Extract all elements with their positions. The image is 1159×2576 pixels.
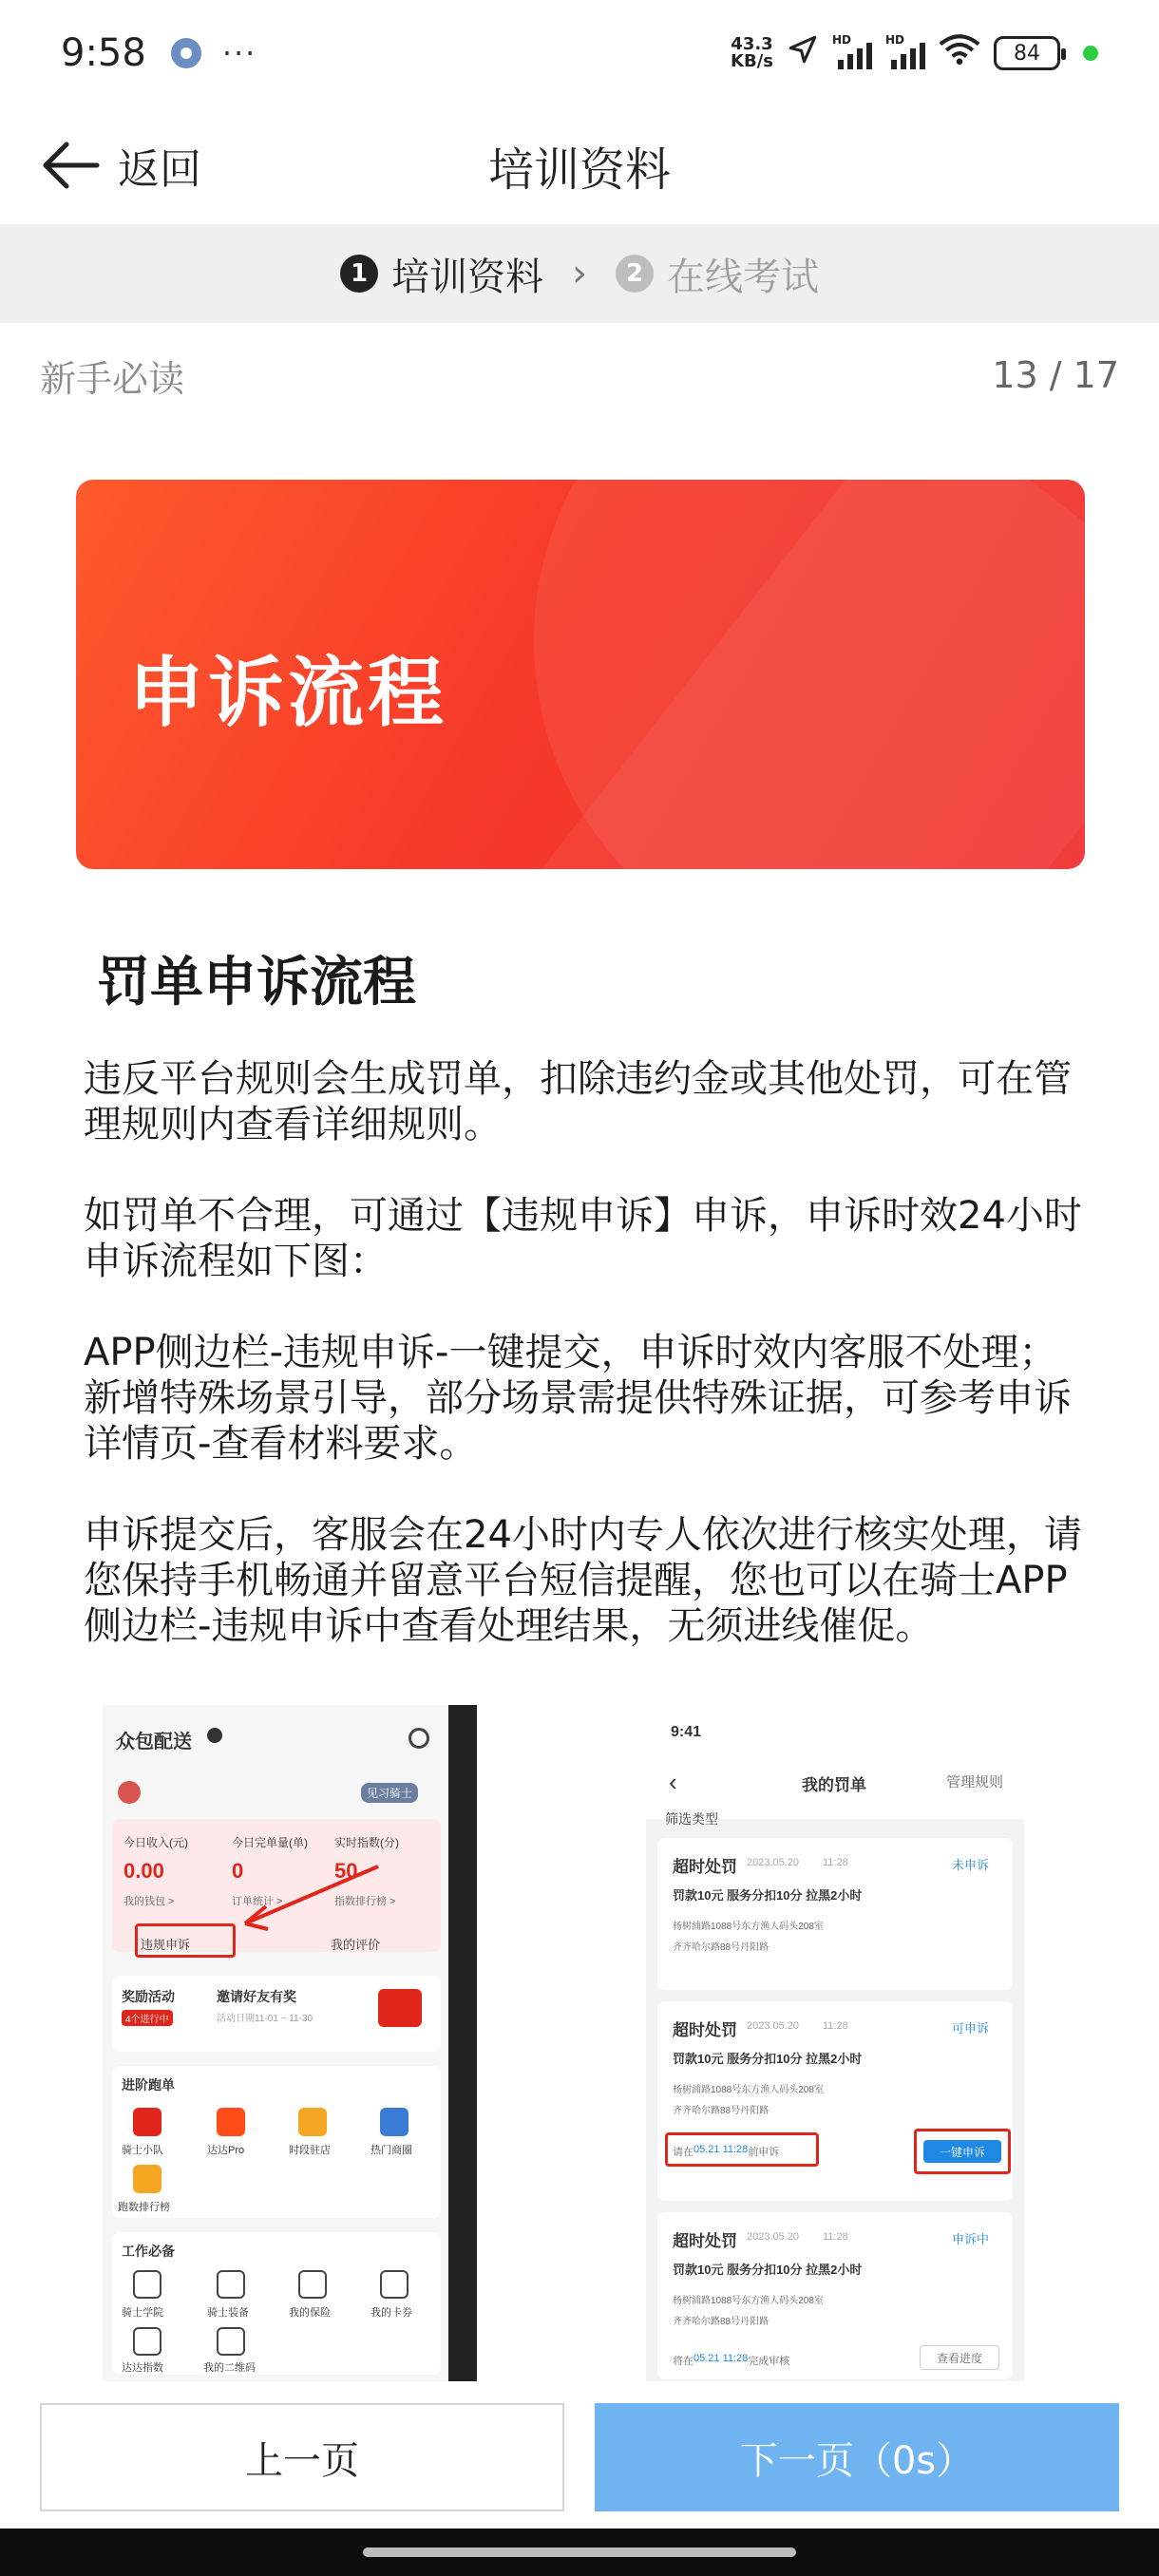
mini-rules-link: 管理规则 (946, 1774, 1004, 1790)
mini-tools-item: 我的二维码 (203, 2362, 256, 2374)
progress-stepper (0, 224, 1159, 323)
step-online-exam (616, 247, 819, 301)
mini-stat-sub: 指数排行榜 > (334, 1896, 396, 1907)
screenshot-app-sidebar (103, 1705, 477, 2381)
hd-label: HD (832, 33, 852, 47)
mini-tools-item: 达达指数 (122, 2362, 163, 2374)
mini-card-desc: 罚款10元 服务分扣10分 拉黑2小时 (673, 2263, 863, 2277)
mini-card-from: 杨树浦路1088号东方渔人码头208室 (673, 2296, 824, 2306)
mini-reward-title: 奖励活动 (122, 1989, 175, 2004)
mini-advance-title: 进阶跑单 (122, 2077, 175, 2093)
article-heading: 罚单申诉流程 (97, 952, 416, 1013)
article-paragraph: 如罚单不合理，可通过【违规申诉】申诉，申诉时效24小时申诉流程如下图： (84, 1194, 1082, 1283)
mini-tools-item: 骑士学院 (122, 2307, 163, 2319)
article-body (84, 1056, 1091, 1695)
article-paragraph: 申诉提交后，客服会在24小时内专人依次进行核实处理，请您保持手机畅通并留意平台短信提醒，您也可以在骑士APP侧边栏-违规申诉中查看处理结果，无须进线催促。 (84, 1513, 1082, 1648)
deadline-prefix: 将在 (673, 2356, 694, 2367)
wifi-icon (939, 33, 980, 73)
mini-advance-item: 热门商圈 (370, 2145, 412, 2156)
mini-card-title: 超时处罚 (673, 1858, 737, 1876)
step-number: 1 (340, 255, 378, 293)
previous-page-button[interactable]: 上一页 (40, 2403, 564, 2511)
mini-reward-sub: 4个进行中 (122, 2010, 173, 2026)
equipment-icon (217, 2270, 245, 2299)
mini-card-clock: 11:28 (823, 2231, 848, 2243)
mini-card-title: 超时处罚 (673, 2021, 737, 2039)
mini-card-status: 未申诉 (952, 1858, 990, 1872)
mini-appeal-button: 一键申诉 (923, 2140, 1001, 2163)
location-arrow-icon (787, 33, 819, 73)
mini-advance-card (112, 2066, 441, 2218)
mini-advance-item: 达达Pro (207, 2145, 245, 2156)
team-icon (133, 2108, 162, 2136)
mini-header-bg (646, 1705, 1024, 1819)
mini-stat-sub: 订单统计 > (232, 1896, 283, 1907)
mini-card-from: 杨树浦路1088号东方渔人码头208室 (673, 1922, 824, 1932)
mini-back-icon: ‹ (669, 1768, 677, 1796)
screenshot-my-penalties (646, 1705, 1024, 2381)
mini-tools-item: 我的卡券 (370, 2307, 412, 2319)
step-training-materials (340, 247, 543, 301)
back-button[interactable] (38, 127, 201, 203)
mini-tools-card (112, 2232, 441, 2375)
mini-stat-label: 今日收入(元) (124, 1836, 188, 1849)
mini-card-status: 可申诉 (952, 2021, 990, 2036)
battery-level: 84 (1014, 41, 1040, 66)
mini-card-date: 2023.05.20 (747, 2020, 800, 2032)
mini-activity-card (112, 1976, 441, 2052)
deadline-time: 05.21 11:28 (694, 2353, 749, 2364)
chevron-right-icon: › (572, 252, 587, 295)
highlight-box (135, 1923, 236, 1958)
mini-penalty-card (657, 1838, 1013, 1990)
navigation-bar (0, 106, 1159, 224)
mini-stat-value: 0.00 (124, 1859, 164, 1883)
mini-penalty-card (657, 2212, 1013, 2379)
index-icon (133, 2327, 162, 2356)
article-paragraph: 违反平台规则会生成罚单，扣除违约金或其他处罚，可在管理规则内查看详细规则。 (84, 1057, 1072, 1146)
mini-stat-value: 50 (334, 1859, 358, 1883)
mini-card-status: 申诉中 (952, 2232, 990, 2246)
insurance-icon (298, 2270, 327, 2299)
status-indicators (731, 33, 1098, 73)
mini-rating-link: 我的评价 (331, 1938, 381, 1952)
banner-image (76, 480, 1085, 869)
hd-label: HD (885, 33, 905, 47)
mini-advance-item: 骑士小队 (122, 2145, 163, 2156)
deadline-prefix: 请在 (673, 2147, 694, 2158)
page-indicator: 13 / 17 (992, 354, 1119, 396)
mini-card-date: 2023.05.20 (747, 1857, 800, 1868)
mini-title: 我的罚单 (802, 1776, 866, 1794)
mini-invite-sub: 活动日期11-01 ~ 11-30 (217, 2014, 314, 2024)
mini-app-title: 众包配送 (116, 1732, 192, 1752)
coupon-icon (380, 2270, 408, 2299)
back-label: 返回 (118, 145, 201, 194)
back-arrow-icon (38, 139, 101, 192)
network-speed-unit: KB/s (731, 51, 773, 71)
more-dots-icon: ··· (221, 35, 257, 71)
mini-info-icon (207, 1728, 222, 1743)
mini-card-clock: 11:28 (823, 1857, 848, 1868)
step-label: 在线考试 (667, 255, 819, 299)
mini-card-desc: 罚款10元 服务分扣10分 拉黑2小时 (673, 1888, 863, 1903)
mini-invite-title: 邀请好友有奖 (217, 1989, 296, 2004)
mini-stat-label: 今日完单量(单) (232, 1836, 308, 1849)
ranking-icon (133, 2165, 162, 2193)
mini-card-from: 杨树浦路1088号东方渔人码头208室 (673, 2085, 824, 2095)
settings-gear-icon (171, 38, 201, 68)
mini-card-to: 齐齐哈尔路88号丹阳路 (673, 1942, 770, 1953)
mini-time: 9:41 (671, 1724, 702, 1740)
step-number: 2 (616, 255, 654, 293)
mini-settings-icon (408, 1728, 429, 1749)
mini-progress-button: 查看进度 (920, 2345, 999, 2370)
mini-tools-item: 骑士装备 (207, 2307, 249, 2319)
mini-card-clock: 11:28 (823, 2020, 848, 2032)
privacy-indicator-dot (1083, 46, 1098, 61)
arrow-pointer-icon (226, 1857, 388, 1942)
highlight-box (665, 2132, 819, 2167)
step-label: 培训资料 (391, 255, 543, 299)
mini-card-to: 齐齐哈尔路88号丹阳路 (673, 2106, 770, 2116)
store-icon (298, 2108, 327, 2136)
mini-stat-sub: 我的钱包 > (124, 1896, 175, 1907)
mini-card-desc: 罚款10元 服务分扣10分 拉黑2小时 (673, 2052, 863, 2066)
pro-icon (217, 2108, 245, 2136)
mini-filter: 筛选类型 (665, 1811, 718, 1827)
page-title: 培训资料 (487, 142, 671, 197)
mini-avatar (118, 1781, 141, 1804)
mini-level-badge: 见习骑士 (361, 1783, 418, 1803)
home-indicator[interactable] (363, 2548, 796, 2557)
mini-card-deadline (673, 2353, 789, 2368)
deadline-suffix: 前申诉 (748, 2147, 780, 2158)
network-speed-value: 43.3 (731, 34, 773, 54)
mini-advance-item: 时段驻店 (289, 2145, 331, 2156)
mini-card-to: 齐齐哈尔路88号丹阳路 (673, 2317, 770, 2327)
deadline-suffix: 完成审核 (748, 2356, 790, 2367)
article-paragraph: APP侧边栏-违规申诉-一键提交，申诉时效内客服不处理；新增特殊场景引导，部分场景需提供特殊证据，可参考申诉详情页-查看材料要求。 (84, 1331, 1072, 1466)
battery-icon (994, 36, 1060, 70)
mini-stat-value: 0 (232, 1859, 244, 1883)
banner-title: 申诉流程 (128, 649, 447, 737)
signal-icon (832, 33, 872, 69)
section-name: 新手必读 (40, 357, 185, 400)
qr-code-icon (217, 2327, 245, 2356)
highlight-box (914, 2129, 1011, 2174)
mini-card-date: 2023.05.20 (747, 2231, 800, 2243)
status-time: 9:58 (61, 31, 146, 75)
academy-icon (133, 2270, 162, 2299)
mini-appeal-link: 违规申诉 (141, 1938, 191, 1952)
signal-icon (885, 33, 925, 69)
mini-tools-item: 我的保险 (289, 2307, 331, 2319)
deadline-time: 05.21 11:28 (694, 2144, 749, 2155)
next-page-button[interactable]: 下一页（0s） (595, 2403, 1119, 2511)
status-bar (0, 0, 1159, 106)
hot-area-icon (380, 2108, 408, 2136)
network-speed (731, 36, 773, 70)
mini-stat-label: 实时指数(分) (334, 1836, 399, 1849)
mini-card-title: 超时处罚 (673, 2232, 737, 2250)
mini-advance-item: 跑数排行榜 (118, 2202, 170, 2213)
mini-tools-title: 工作必备 (122, 2244, 175, 2259)
section-header (40, 342, 1119, 408)
red-envelope-icon (378, 1989, 422, 2027)
mini-penalty-card (657, 2001, 1013, 2201)
